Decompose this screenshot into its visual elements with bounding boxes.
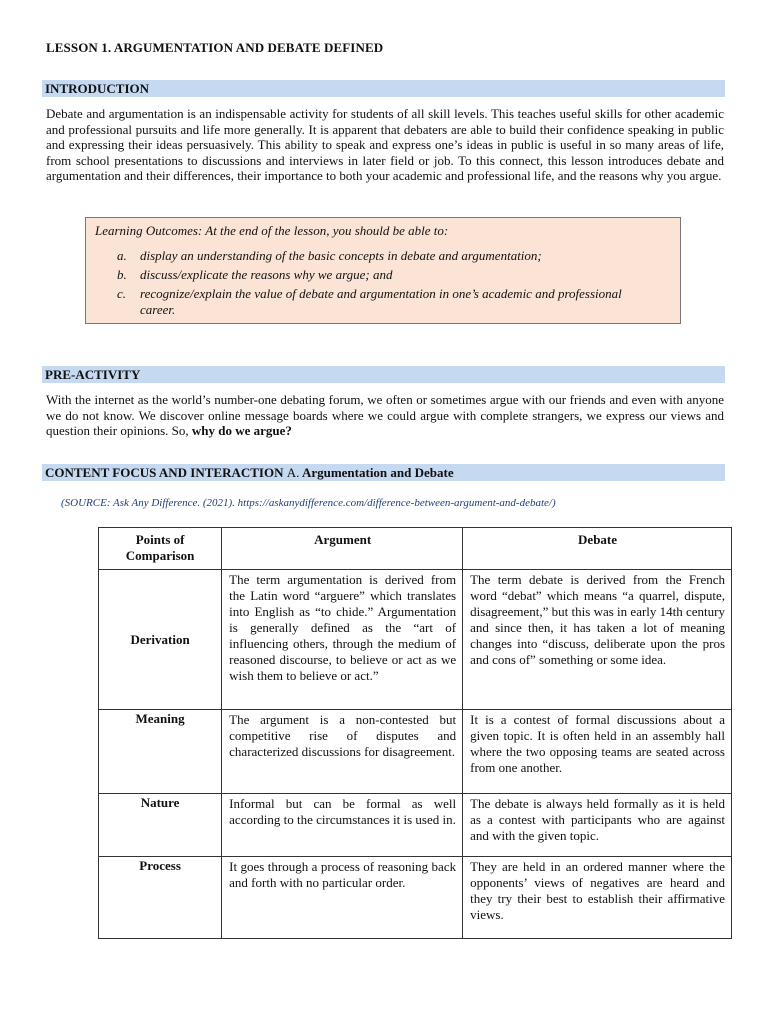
outcome-letter: a.: [117, 248, 127, 263]
learning-outcome-item: [86, 248, 646, 264]
table-row: [99, 710, 732, 794]
header-points: Points of Comparison: [99, 528, 222, 570]
row-debate: They are held in an ordered manner where the opponents’ views of negatives are heard and they try their best to establish their affirmative views.: [463, 857, 732, 939]
outcome-letter: c.: [117, 286, 127, 301]
row-argument: The term argumentation is derived from the Latin word “arguere” which translates into English as “to chide.” Argumentation is generally defined as the “art of influencing others, through the medium of reasoned discourse, to believe or act as we wish them to believe or act.”: [222, 570, 463, 710]
row-debate: The debate is always held formally as it is held as a contest with participants who are against and with the given topic.: [463, 794, 732, 857]
section-title: Argumentation and Debate: [301, 465, 454, 480]
header-argument: Argument: [222, 528, 463, 570]
table-row: [99, 794, 732, 857]
learning-outcomes-box: [85, 217, 681, 324]
outcome-text: recognize/explain the value of debate and argumentation in one’s academic and professional career.: [140, 286, 622, 317]
learning-outcome-item: [86, 286, 646, 318]
lesson-title: LESSON 1. ARGUMENTATION AND DEBATE DEFINED: [46, 40, 384, 55]
pre-activity-text: [46, 392, 724, 439]
row-argument: The argument is a non-contested but competitive rise of disputes and characterized discussions for disagreement.: [222, 710, 463, 794]
row-debate: It is a contest of formal discussions about a given topic. It is often held in an assembly hall where the two opposing teams are seated across from one another.: [463, 710, 732, 794]
pre-activity-body: With the internet as the world’s number-one debating forum, we often or sometimes argue with our friends and even with anyone we do not know. We discover online message boards where we could argue with complete strangers, we express our views and question their opinions. So,: [46, 392, 724, 439]
content-focus-title: CONTENT FOCUS AND INTERACTION: [45, 465, 284, 480]
pre-activity-heading: PRE-ACTIVITY: [42, 366, 725, 383]
outcome-text: display an understanding of the basic concepts in debate and argumentation;: [140, 248, 542, 263]
table-row: [99, 857, 732, 939]
learning-outcome-item: [86, 267, 646, 283]
table-row: [99, 570, 732, 710]
pre-activity-question: why do we argue?: [191, 423, 292, 439]
row-point: Nature: [99, 794, 222, 857]
row-point: Process: [99, 857, 222, 939]
row-debate: The term debate is derived from the French word “debat” which means “a quarrel, dispute, disagreement,” but this was in early 14th century and since then, it has taken a lot of meaning changes into “discuss, deliberate upon the pros and cons of” something or some idea.: [463, 570, 732, 710]
comparison-table: [98, 527, 732, 939]
content-focus-heading: [42, 464, 725, 481]
outcome-letter: b.: [117, 267, 127, 282]
section-letter: A.: [286, 465, 300, 480]
row-point: Derivation: [99, 570, 222, 710]
table-header-row: [99, 528, 732, 570]
row-argument: It goes through a process of reasoning back and forth with no particular order.: [222, 857, 463, 939]
learning-outcomes-list: [86, 248, 646, 321]
source-citation: (SOURCE: Ask Any Difference. (2021). https://askanydifference.com/difference-between-argument-and-debate/): [61, 497, 556, 509]
introduction-text: Debate and argumentation is an indispensable activity for students of all skill levels. This teaches useful skills for other academic and professional pursuits and life more generally. It is apparent that debaters are able to build their confidence speaking in public and expressing their ideas persuasively. This ability to speak and express one’s ideas in public is useful in so many areas of life, from school presentations to discussions and interviews in later field or job. To this connect, this lesson introduces debate and argumentation and their differences, their importance to both your academic and professional life, and the reasons why you argue.: [46, 106, 724, 184]
introduction-heading: INTRODUCTION: [42, 80, 725, 97]
row-argument: Informal but can be formal as well according to the circumstances it is used in.: [222, 794, 463, 857]
header-debate: Debate: [463, 528, 732, 570]
row-point: Meaning: [99, 710, 222, 794]
learning-outcomes-intro: Learning Outcomes: At the end of the lesson, you should be able to:: [95, 223, 449, 238]
outcome-text: discuss/explicate the reasons why we argue; and: [140, 267, 393, 282]
